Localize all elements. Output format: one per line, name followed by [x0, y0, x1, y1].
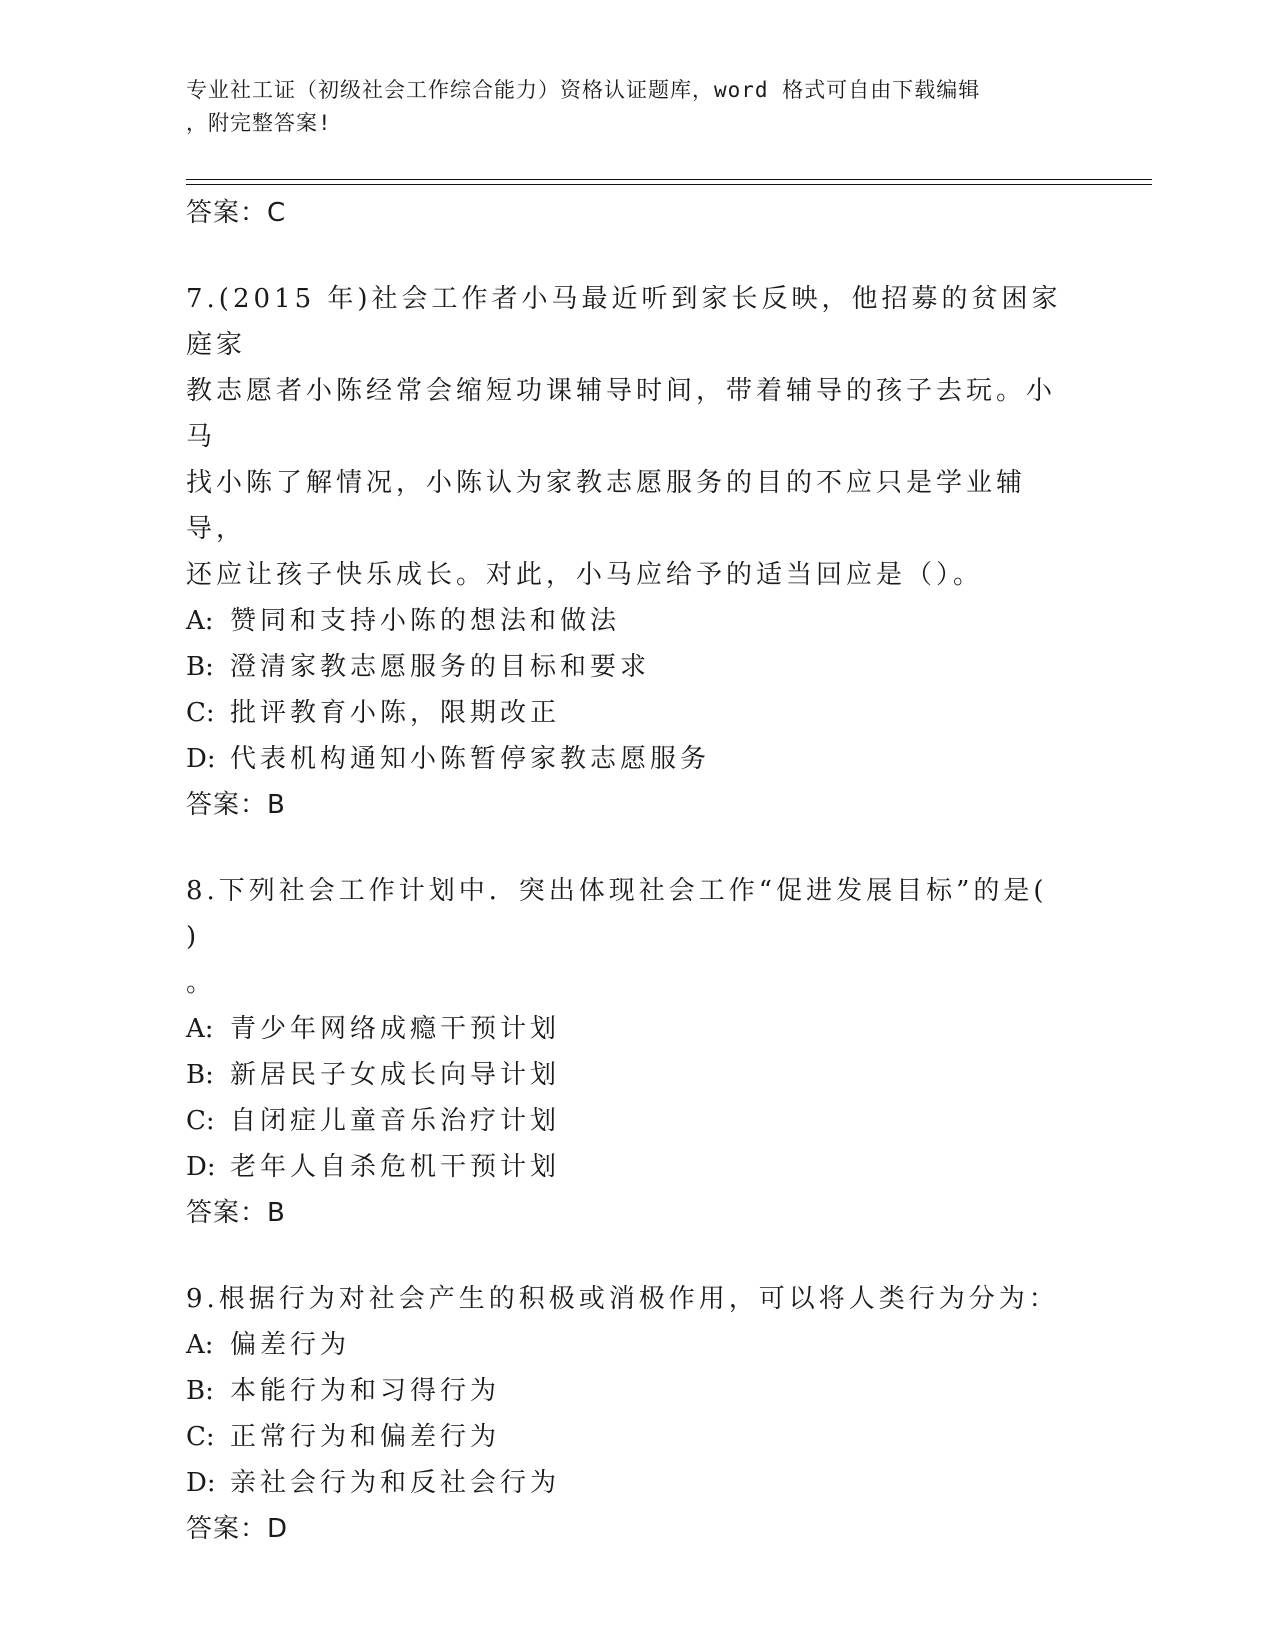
- question-block-9: [186, 1276, 1086, 1552]
- option-key: B:: [186, 652, 214, 682]
- question-block-8: [186, 868, 1086, 1236]
- option-key: D:: [186, 1468, 216, 1498]
- option-text: 青少年网络成瘾干预计划: [230, 1014, 561, 1044]
- question-line: 教志愿者小陈经常会缩短功课辅导时间，带着辅导的孩子去玩。小马: [186, 376, 1057, 452]
- option-key: A:: [186, 606, 214, 636]
- answer-line: 答案：B: [186, 790, 286, 820]
- option-text: 赞同和支持小陈的想法和做法: [230, 606, 621, 636]
- option-text: 老年人自杀危机干预计划: [230, 1152, 561, 1182]
- option-text: 亲社会行为和反社会行为: [230, 1468, 561, 1498]
- header-divider-top: [186, 179, 1152, 180]
- option-key: C:: [186, 1422, 215, 1452]
- option-a: [186, 1322, 1086, 1368]
- answer-line: 答案：B: [186, 1198, 286, 1228]
- option-b: [186, 644, 1086, 690]
- header-line-1: 专业社工证（初级社会工作综合能力）资格认证题库，word 格式可自由下载编辑: [186, 78, 981, 102]
- answer-line: 答案：D: [186, 1514, 289, 1544]
- option-d: [186, 736, 1086, 782]
- option-a: [186, 598, 1086, 644]
- option-d: [186, 1460, 1086, 1506]
- option-key: A:: [186, 1014, 214, 1044]
- question-line: 。: [186, 968, 217, 998]
- option-key: B:: [186, 1376, 214, 1406]
- option-c: [186, 1098, 1086, 1144]
- option-text: 代表机构通知小陈暂停家教志愿服务: [230, 744, 711, 774]
- question-line: 还应让孩子快乐成长。对此，小马应给予的适当回应是（）。: [186, 560, 984, 590]
- option-text: 批评教育小陈，限期改正: [230, 698, 561, 728]
- question-line: 9.根据行为对社会产生的积极或消极作用，可以将人类行为分为：: [186, 1284, 1059, 1314]
- question-line: 8.下列社会工作计划中．突出体现社会工作“促进发展目标”的是( ): [186, 876, 1048, 952]
- question-block-7: [186, 276, 1086, 828]
- option-key: C:: [186, 1106, 215, 1136]
- option-key: C:: [186, 698, 215, 728]
- option-key: D:: [186, 744, 216, 774]
- option-text: 本能行为和习得行为: [230, 1376, 501, 1406]
- option-text: 自闭症儿童音乐治疗计划: [230, 1106, 561, 1136]
- option-c: [186, 1414, 1086, 1460]
- option-text: 澄清家教志愿服务的目标和要求: [230, 652, 651, 682]
- option-key: A:: [186, 1330, 214, 1360]
- header-line-2: ，附完整答案!: [186, 111, 332, 135]
- option-a: [186, 1006, 1086, 1052]
- header-divider-bottom: [186, 184, 1152, 185]
- question-text: [186, 276, 1066, 598]
- question-text: [186, 1276, 1066, 1322]
- option-b: [186, 1052, 1086, 1098]
- option-c: [186, 690, 1086, 736]
- option-key: D:: [186, 1152, 216, 1182]
- question-line: 7.(2015 年)社会工作者小马最近听到家长反映，他招募的贫困家庭家: [186, 284, 1062, 360]
- option-text: 新居民子女成长向导计划: [230, 1060, 561, 1090]
- document-body: [186, 190, 1086, 1552]
- option-b: [186, 1368, 1086, 1414]
- option-d: [186, 1144, 1086, 1190]
- document-header: [186, 74, 1066, 140]
- option-text: 正常行为和偏差行为: [230, 1422, 501, 1452]
- question-text: [186, 868, 1066, 1006]
- answer-line: 答案：C: [186, 198, 287, 228]
- option-text: 偏差行为: [230, 1330, 351, 1360]
- option-key: B:: [186, 1060, 214, 1090]
- question-line: 找小陈了解情况，小陈认为家教志愿服务的目的不应只是学业辅导，: [186, 468, 1027, 544]
